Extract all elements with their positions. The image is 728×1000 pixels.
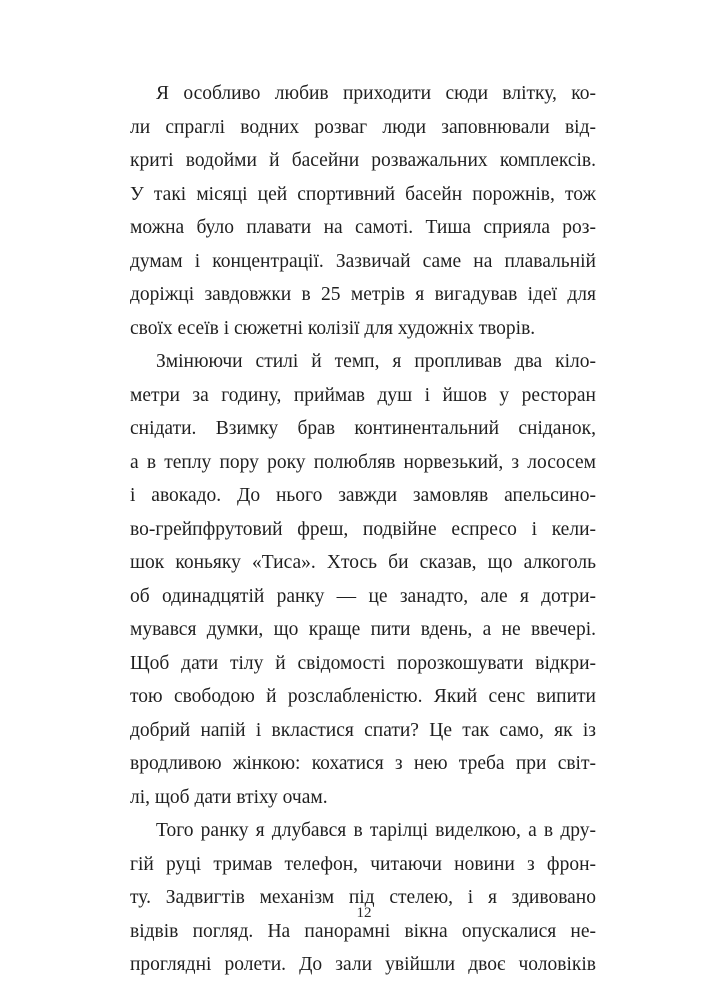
text-line: відвів погляд. На панорамні вікна опускалися не- (130, 920, 596, 942)
text-line: об одинадцятій ранку — це занадто, але я дотри- (130, 585, 596, 607)
text-line: тою свободою й розслабленістю. Який сенс випити (130, 686, 596, 707)
text-line: вродливою жінкою: кохатися з нею треба при світ- (130, 753, 596, 774)
text-line: метри за годину, приймав душ і йшов у ресторан (130, 384, 596, 406)
text-line: ту. Задвигтів механізм під стелею, і я здивовано (130, 887, 596, 908)
text-line: криті водойми й басейни розважальних комплексів. (130, 150, 596, 171)
body-text (130, 77, 596, 982)
text-line: Змінюючи стилі й темп, я пропливав два кіло- (156, 351, 596, 372)
text-line: Того ранку я длубався в тарілці виделкою, а в дру- (156, 820, 596, 841)
text-line: Я особливо любив приходити сюди влітку, ко- (156, 83, 596, 104)
text-line: доріжці завдовжки в 25 метрів я вигадував ідеї для (130, 284, 596, 305)
text-line: во-грейпфрутовий фреш, подвійне еспресо і кели- (130, 518, 596, 540)
text-line: Щоб дати тілу й свідомості порозкошувати відкри- (130, 652, 596, 674)
text-line: снідати. Взимку брав континентальний сніданок, (130, 418, 596, 439)
text-line: своїх есеїв і сюжетні колізії для художніх творів. (130, 317, 536, 339)
text-line: ли спраглі водних розваг люди заповнювали від- (130, 116, 596, 138)
text-line: думам і концентрації. Зазвичай саме на плавальній (130, 250, 596, 272)
text-line: гій руці тримав телефон, читаючи новини з фрон- (130, 853, 596, 875)
text-line: проглядні ролети. До зали увійшли двоє чоловіків (130, 954, 596, 975)
text-line: мувався думки, що краще пити вдень, а не ввечері. (130, 619, 596, 640)
text-line: лі, щоб дати втіху очам. (130, 786, 328, 808)
text-line: а в теплу пору року полюбляв норвезький, з лососем (130, 451, 596, 473)
page-number: 12 (356, 905, 372, 921)
text-line: можна було плавати на самоті. Тиша сприяла роз- (130, 217, 596, 238)
text-line: і авокадо. До нього завжди замовляв апельсино- (130, 485, 596, 506)
text-line: добрий напій і вкластися спати? Це так само, як із (130, 719, 596, 741)
text-line: шок коньяку «Тиса». Хтось би сказав, що алкоголь (130, 552, 596, 573)
text-line: У такі місяці цей спортивний басейн порожнів, тож (130, 183, 596, 205)
